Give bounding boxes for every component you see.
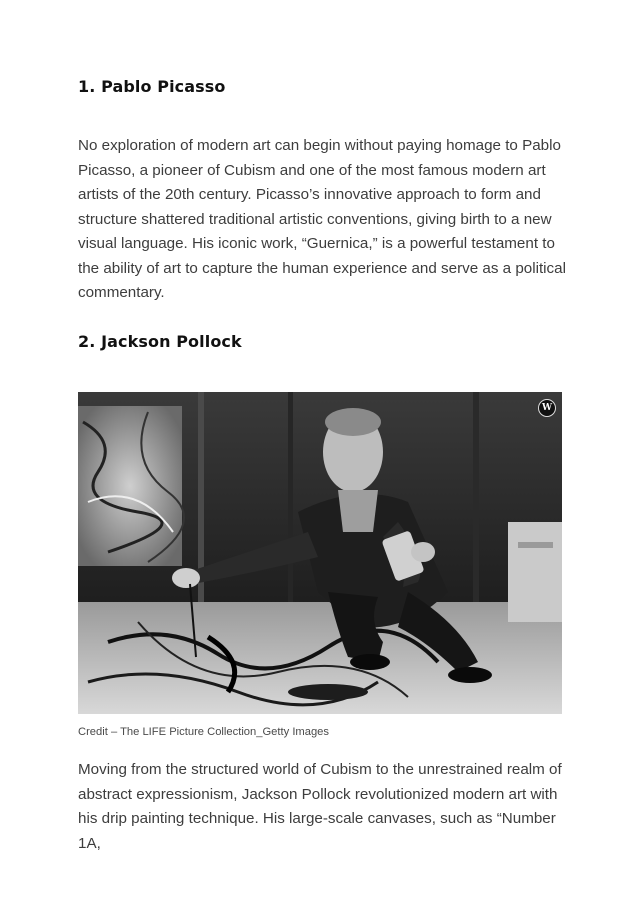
photo-of-artist-drip-painting-icon: [78, 392, 562, 714]
section-heading-picasso: 1. Pablo Picasso: [78, 77, 226, 96]
section-paragraph-picasso: No exploration of modern art can begin without paying homage to Pablo Picasso, a pioneer of Cubism and one of the most famous modern art artists of the 20th century. Picasso’s innovative approach to form and structure shattered traditional artistic conventions, giving birth to a new visual language. His iconic work, “Guernica,” is a powerful testament to the ability of art to capture the human experience and serve as a political commentary.: [78, 137, 566, 301]
photo-caption: Credit – The LIFE Picture Collection_Getty Images: [78, 726, 330, 738]
section-paragraph-pollock: Moving from the structured world of Cubism to the unrestrained realm of abstract expressionism, Jackson Pollock revolutionized modern art with his drip painting technique. His large-scale canvases, such as “Number 1A,: [78, 761, 562, 852]
watermark-logo-icon: W: [538, 399, 556, 417]
pollock-photo: [78, 392, 562, 714]
section-heading-pollock: 2. Jackson Pollock: [78, 332, 242, 351]
